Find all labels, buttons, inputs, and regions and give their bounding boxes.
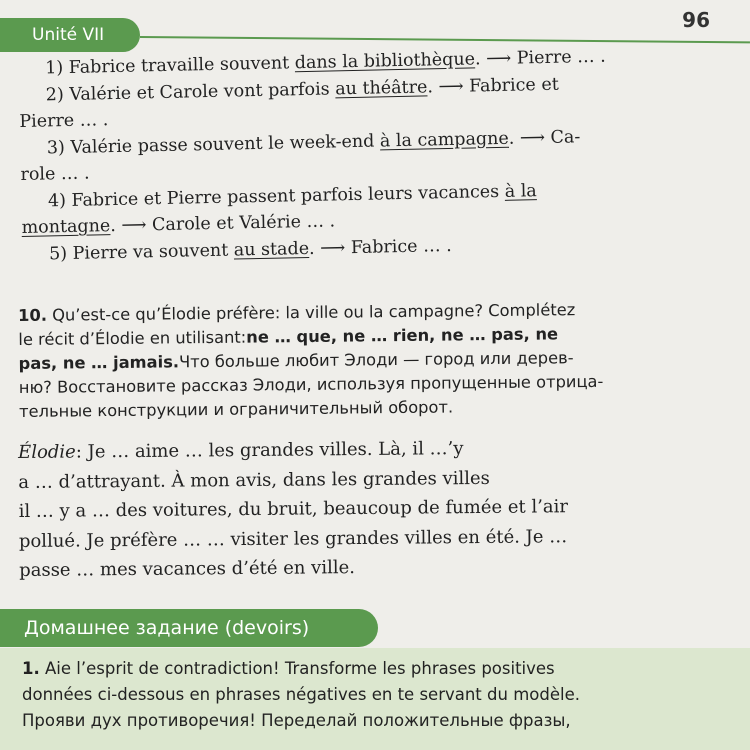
exercise-line-3: 3) Valérie passe souvent le week-end à la campagne. ⟶ Ca- <box>46 126 581 158</box>
exercise-10-line-3: pas, ne … jamais. Что больше любит Элоди — город или дерев- <box>18 348 574 373</box>
homework-line-1: 1. Aie l’esprit de contradiction! Transforme les phrases positives <box>22 656 734 682</box>
speaker-name: Élodie <box>18 441 76 463</box>
exercise-line-4: 4) Fabrice et Pierre passent parfois leurs vacances à la <box>47 180 537 211</box>
elodie-line-4: pollué. Je préfère … … visiter les grandes villes en été. Je … <box>18 525 568 552</box>
exercise-line-4-cont: montagne. ⟶ Carole et Valérie … . <box>21 211 336 238</box>
homework-line-3: Прояви дух противоречия! Переделай положительные фразы, <box>22 711 571 730</box>
elodie-line-2: a … d’attrayant. À mon avis, dans les grandes villes <box>18 467 490 493</box>
exercise-line-5: 5) Pierre va souvent au stade. ⟶ Fabrice … . <box>48 235 452 264</box>
exercise-10-line-1: 10. Qu’est-ce qu’Élodie préfère: la ville ou la campagne? Complétez <box>18 297 728 328</box>
homework-number: 1. <box>22 659 40 678</box>
elodie-text <box>18 432 731 586</box>
homework-banner: Домашнее задание (devoirs) <box>0 609 378 647</box>
homework-exercise-1 <box>22 656 734 734</box>
exercise-transform-list <box>18 41 727 268</box>
exercise-10-line-2: le récit d’Élodie en utilisant: ne … que, ne … rien, ne … pas, ne <box>18 324 559 349</box>
elodie-line-1: Élodie : Je … aime … les grandes villes. Là, il …’y <box>18 432 730 468</box>
elodie-line-5: passe … mes vacances d’été en ville. <box>19 557 356 581</box>
exercise-line-1: 1) Fabrice travaille souvent dans la bibliothèque. ⟶ Pierre … . <box>45 46 606 79</box>
exercise-10-instructions <box>18 297 729 424</box>
exercise-line-2: 2) Valérie et Carole vont parfois au théâtre. ⟶ Fabrice et <box>45 74 559 105</box>
exercise-number: 10. <box>18 305 48 325</box>
exercise-10-line-4: ню? Восстановите рассказ Элоди, используя пропущенные отрица- <box>18 371 604 397</box>
elodie-line-3: il … y a … des voitures, du bruit, beaucoup de fumée et l’air <box>18 496 569 522</box>
homework-line-2: données ci-dessous en phrases négatives en te servant du modèle. <box>22 685 580 704</box>
page-number: 96 <box>682 8 710 32</box>
exercise-line-2-cont: Pierre … . <box>19 110 109 132</box>
unit-tab: Unité VII <box>0 18 140 52</box>
exercise-10-line-5: тельные конструкции и ограничительный оборот. <box>19 397 454 421</box>
exercise-line-3-cont: role … . <box>20 163 90 185</box>
